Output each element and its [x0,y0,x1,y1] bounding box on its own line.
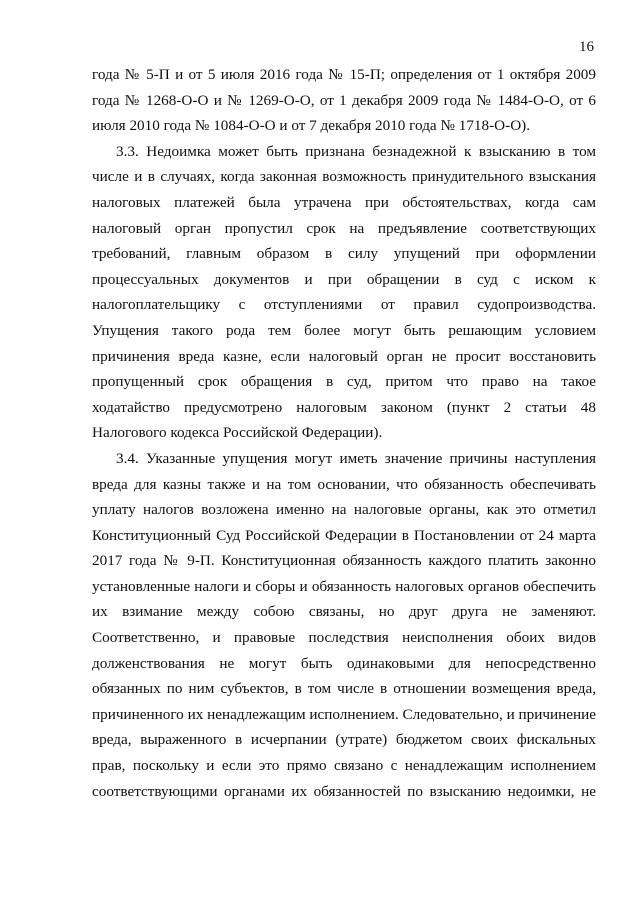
text-line: Конституционный Суд Российской Федерации в Постановлении от 24 марта [92,526,596,544]
text-line: 2017 года № 9-П. Конституционная обязанность каждого платить законно [92,552,596,570]
paragraph-continuation [92,62,596,139]
body-text [92,62,596,804]
text-line: обязанных по ним субъектов, в том числе в отношении возмещения вреда, [92,680,596,698]
text-line: Соответственно, и правовые последствия неисполнения обоих видов [92,629,596,647]
text-line: ходатайство предусмотрено налоговым законом (пункт 2 статьи 48 [92,398,596,416]
text-line: требований, главным образом в силу упущений при оформлении [92,245,596,263]
text-line: 3.3. Недоимка может быть признана безнадежной к взысканию в том [116,142,596,160]
text-line: прав, поскольку и если это прямо связано с ненадлежащим исполнением [92,757,596,775]
text-line: июля 2010 года № 1084-О-О и от 7 декабря 2010 года № 1718-О-О). [92,117,531,135]
text-line: вреда, выраженного в исчерпании (утрате) бюджетом своих фискальных [92,731,596,749]
text-line: причиненного их ненадлежащим исполнением. Следовательно, и причинение [92,705,596,723]
text-line: причинения вреда казне, если налоговый орган не просит восстановить [92,347,596,365]
text-line: процессуальных документов и при обращении в суд с иском к [92,270,596,288]
page-number: 16 [579,39,594,55]
paragraph-3-3 [92,139,596,446]
text-line: уплату налогов возложена именно на налоговые органы, как это отметил [92,501,596,519]
text-line: налоговых платежей была утрачена при обстоятельствах, когда сам [92,193,596,211]
text-line: года № 1268-О-О и № 1269-О-О, от 1 декабря 2009 года № 1484-О-О, от 6 [92,91,596,109]
text-line: соответствующими органами их обязанностей по взысканию недоимки, не [92,782,596,800]
text-line: установленные налоги и сборы и обязанность налоговых органов обеспечить [92,577,596,595]
text-line: года № 5-П и от 5 июля 2016 года № 15-П; определения от 1 октября 2009 [92,66,596,83]
text-line: долженствования не могут быть одинаковыми для непосредственно [92,654,596,672]
text-line: Упущения такого рода тем более могут быть решающим условием [92,321,596,339]
text-line: Налогового кодекса Российской Федерации). [92,424,383,442]
text-line: числе и в случаях, когда законная возможность принудительного взыскания [92,168,596,186]
text-line: их взимание между собою связаны, но друг друга не заменяют. [92,603,596,621]
text-line: пропущенный срок обращения в суд, притом что право на такое [92,373,596,391]
text-line: налоговый орган пропустил срок на предъявление соответствующих [92,219,596,237]
text-line: вреда для казны также и на том основании, что обязанность обеспечивать [92,475,596,493]
paragraph-3-4 [92,446,596,804]
text-line: 3.4. Указанные упущения могут иметь значение причины наступления [116,449,596,467]
text-line: налогоплательщику с отступлениями от правил судопроизводства. [92,296,596,314]
